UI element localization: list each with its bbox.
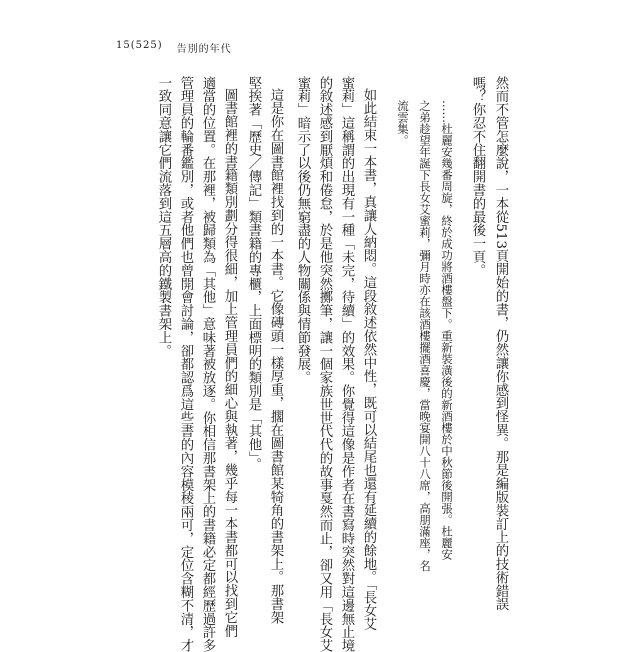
text-column: 流雲集。 bbox=[396, 100, 410, 146]
text-column: 堅挨著「歷史／傳記」類書籍的專櫃，上面標明的類別是「其他」。 bbox=[246, 76, 261, 472]
text-column: 管理員的輪番鑑別，或者他們也曾開會討論，卻都認爲這些書的內容模稜兩可，定位含糊不清，才 bbox=[178, 76, 193, 652]
text-column: 適當的位置。在那裡，被歸類為「其他」意味著被放逐。你相信那書架上的書籍必定都經歷過許多 bbox=[200, 76, 215, 652]
text-column: 圖書館裡的書籍類別劃分得很細，加上管理員們的細心與執著，幾乎每一本書都可以找到它們 bbox=[222, 88, 237, 638]
text-column: 蜜莉」這稱謂的出現有一種「未完，待續」的效果。你覺得這像是作者在書寫時突然對這邊無止境 bbox=[339, 76, 354, 652]
book-title: 告別的年代 bbox=[176, 44, 232, 55]
text-column: 的敘述感到厭煩和倦怠，於是他突然擲筆，讓一個家族世世代代的故事戛然而止，卻又用「長女艾 bbox=[317, 76, 332, 652]
text-column: 嗎？你忍不住翻開書的最後一頁。 bbox=[470, 76, 485, 277]
text-column: 這是你在圖書館裡找到的一本書。它像磚頭一樣厚重，擱在圖書館某犄角的書架上。那書架 bbox=[268, 88, 283, 624]
page-number: 15(525) bbox=[116, 40, 163, 51]
text-column: ……杜麗安幾番周旋，終於成功將酒樓盤下。重新裝潢後的新酒樓於中秋節後開張。杜麗安 bbox=[440, 100, 454, 560]
page-header bbox=[116, 40, 232, 55]
text-column: 然而不管怎麼說，一本從513頁開始的書，仍然讓你感到怪異。那是編版裝訂上的技術錯誤 bbox=[493, 76, 508, 611]
text-column: 蜜莉」暗示了以後仍無窮盡的人物關係與情節發展。 bbox=[295, 76, 310, 385]
text-column: 之弟趁望年誕下長女艾蜜莉，彌月時亦在該酒樓擺酒喜慶，當晚宴開八十八席，高朋滿座，名 bbox=[418, 100, 432, 572]
text-column: 一致同意讓它們流落到這五層高的鐵製書架上。 bbox=[156, 76, 171, 358]
text-column: 如此結束一本書，真讓人納悶。這段敘述依然中性，既可以結尾也還有延續的餘地。「長女艾 bbox=[361, 88, 376, 631]
